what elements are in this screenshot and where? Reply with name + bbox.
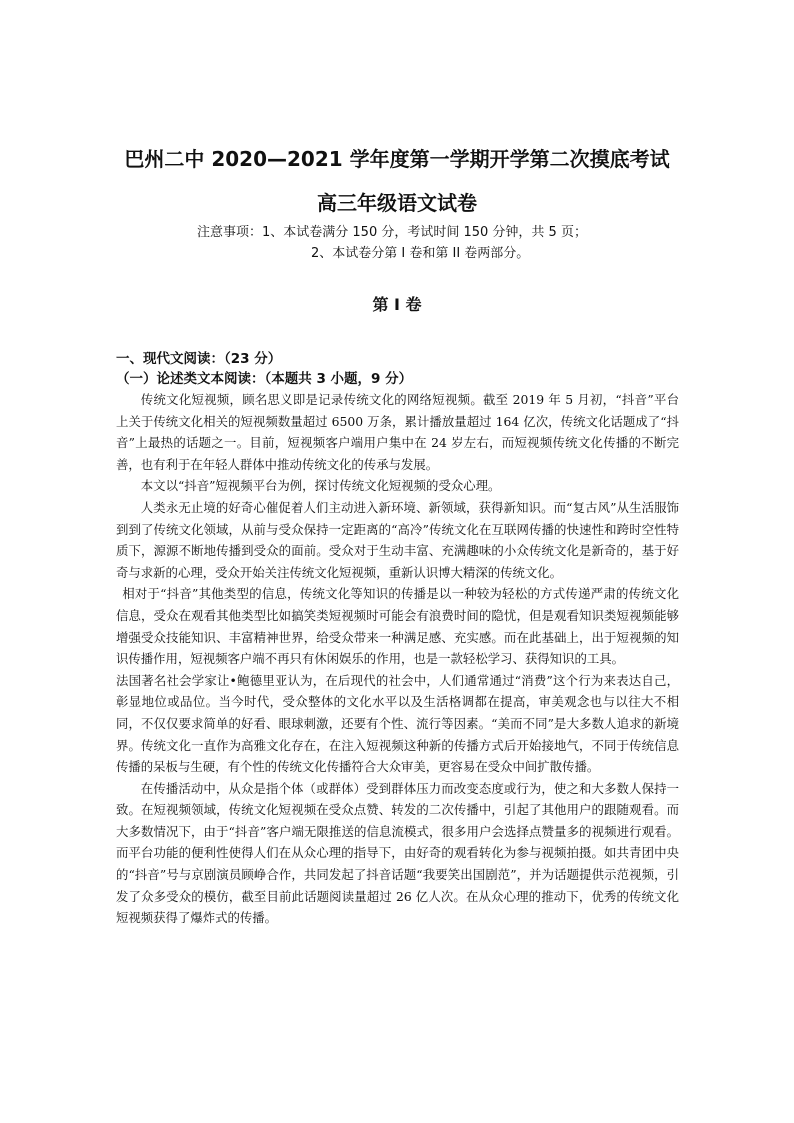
notice-line-2: 2、本试卷分第 I 卷和第 II 卷两部分。 — [311, 246, 530, 261]
passage-paragraph-3: 人类永无止境的好奇心催促着人们主动进入新环境、新领域，获得新知识。而“复古风”从生活服饰到到了传统文化领域，从前与受众保持一定距离的“高冷”传统文化在互联网传播的快速性和跨时空性特质下，源源不断地传播到受众的面前。受众对于生动丰富、充满趣味的小众传统文化是新奇的，基于好奇与求新的心理，受众开始关注传统文化短视频，重新认识博大精深的传统文化。 — [116, 499, 679, 580]
passage-paragraph-2: 本文以“抖音”短视频平台为例，探讨传统文化短视频的受众心理。 — [140, 478, 501, 494]
passage-paragraph-6: 在传播活动中，从众是指个体（或群体）受到群体压力而改变态度或行为，使之和大多数人保持一致。在短视频领域，传统文化短视频在受众点赞、转发的二次传播中，引起了其他用户的跟随观看。而大多数情况下，由于“抖音”客户端无限推送的信息流模式，很多用户会选择点赞量多的视频进行观看。而平台功能的便利性使得人们在从众心理的指导下，由好奇的观看转化为参与视频拍摄。如共青团中央的“抖音”号与京剧演员顾峥合作，共同发起了抖音话题“我要笑出国剧范”，并为话题提供示范视频，引发了众多受众的模仿，截至目前此话题阅读量超过 26 亿人次。在从众心理的推动下，优秀的传统文化短视频获得了爆炸式的传播。 — [116, 780, 679, 926]
notice-line-1: 注意事项：1、本试卷满分 150 分，考试时间 150 分钟，共 5 页； — [197, 225, 587, 240]
exam-subtitle: 高三年级语文试卷 — [317, 191, 477, 215]
section-heading: 一、现代文阅读：（23 分） — [116, 351, 282, 367]
exam-notice — [197, 222, 757, 264]
passage-paragraph-5: 法国著名社会学家让•鲍德里亚认为，在后现代的社会中，人们通常通过“消费”这个行为来表达自己，彰显地位或品位。当今时代，受众整体的文化水平以及生活格调都在提高，审美观念也与以往大不相同，不仅仅要求简单的好看、眼球刺激，还要有个性、流行等因素。“美而不同”是大多数人追求的新境界。传统文化一直作为高雅文化存在，在注入短视频这种新的传播方式后开始接地气，不同于传统信息传播的呆板与生硬，有个性的传统文化传播符合大众审美，更容易在受众中间扩散传播。 — [116, 672, 679, 775]
passage-paragraph-1: 传统文化短视频，顾名思义即是记录传统文化的网络短视频。截至 2019 年 5 月初，“抖音”平台上关于传统文化相关的短视频数量超过 6500 万条，累计播放量超过 164 亿次，传统文化话题成了“抖音”上最热的话题之一。目前，短视频客户端用户集中在 24 岁左右，而短视频传统文化传播的不断完善，也有利于在年轻人群体中推动传统文化的传承与发展。 — [116, 392, 679, 472]
passage-paragraph-4: 相对于“抖音”其他类型的信息，传统文化等知识的传播是以一种较为轻松的方式传递严肃的传统文化信息，受众在观看其他类型比如搞笑类短视频时可能会有浪费时间的隐忧，但是观看知识类短视频能够增强受众技能知识、丰富精神世界，给受众带来一种满足感、充实感。而在此基础上，出于短视频的知识传播作用，短视频客户端不再只有休闲娱乐的作用，也是一款轻松学习、获得知识的工具。 — [116, 586, 679, 667]
sub-section-heading: （一）论述类文本阅读：（本题共 3 小题，9 分） — [116, 371, 413, 387]
reading-passage — [116, 389, 679, 929]
exam-title: 巴州二中 2020—2021 学年度第一学期开学第二次摸底考试 — [124, 147, 670, 171]
volume-title: 第 I 卷 — [372, 295, 422, 314]
